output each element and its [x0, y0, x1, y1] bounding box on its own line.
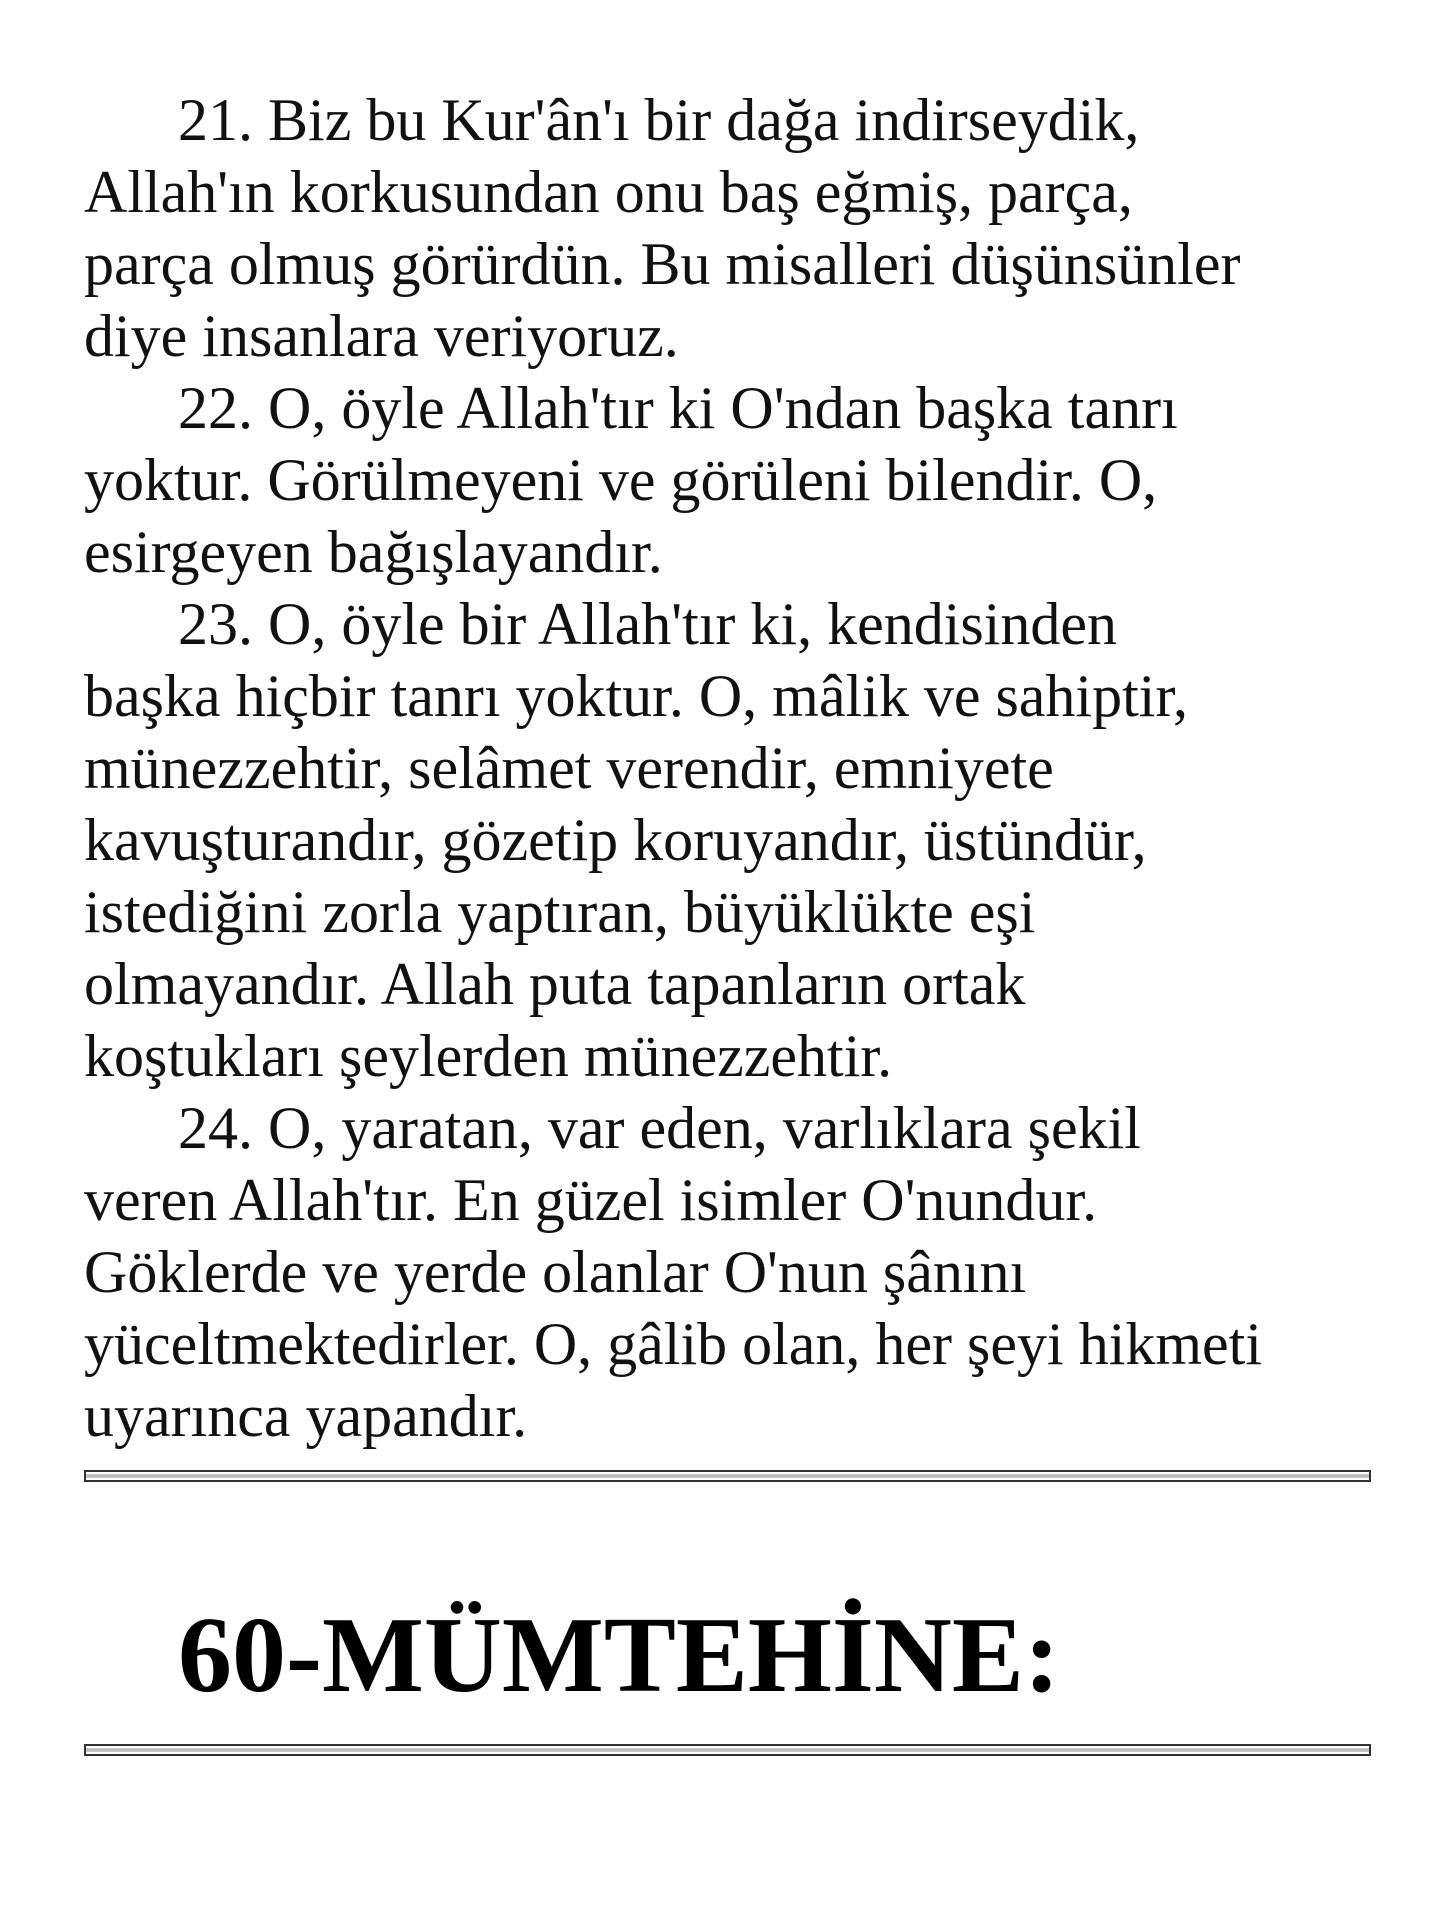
verse-21 — [84, 84, 1384, 372]
verse-line: 23. O, öyle bir Allah'tır ki, kendisinden — [178, 591, 1118, 657]
verse-line: koştukları şeylerden münezzehtir. — [84, 1023, 893, 1089]
verse-line: istediğini zorla yaptıran, büyüklükte eşi — [84, 879, 1036, 945]
verse-line: başka hiçbir tanrı yoktur. O, mâlik ve sahiptir, — [84, 663, 1189, 729]
verse-line: yoktur. Görülmeyeni ve görüleni bilendir. O, — [84, 447, 1158, 513]
verse-text-block — [84, 84, 1384, 1452]
verse-line: diye insanlara veriyoruz. — [84, 303, 679, 369]
verse-line: esirgeyen bağışlayandır. — [84, 519, 663, 585]
verse-line: kavuşturandır, gözetip koruyandır, üstündür, — [84, 807, 1147, 873]
verse-line: veren Allah'tır. En güzel isimler O'nundur. — [84, 1167, 1098, 1233]
section-title: 60-MÜMTEHİNE: — [178, 1596, 1060, 1715]
verse-line: olmayandır. Allah puta tapanların ortak — [84, 951, 1026, 1017]
verse-line: münezzehtir, selâmet verendir, emniyete — [84, 735, 1054, 801]
verse-line: 22. O, öyle Allah'tır ki O'ndan başka tanrı — [178, 375, 1178, 441]
section-divider-bottom — [84, 1744, 1371, 1756]
verse-line: Allah'ın korkusundan onu baş eğmiş, parça, — [84, 159, 1133, 225]
verse-24 — [84, 1092, 1384, 1452]
verse-23 — [84, 588, 1384, 1092]
verse-line: uyarınca yapandır. — [84, 1383, 528, 1449]
verse-22 — [84, 372, 1384, 588]
verse-line: yüceltmektedirler. O, gâlib olan, her şeyi hikmeti — [84, 1311, 1262, 1377]
verse-line: parça olmuş görürdün. Bu misalleri düşünsünler — [84, 231, 1241, 297]
verse-line: 24. O, yaratan, var eden, varlıklara şekil — [178, 1095, 1141, 1161]
verse-line: Göklerde ve yerde olanlar O'nun şânını — [84, 1239, 1027, 1305]
section-divider-top — [84, 1470, 1371, 1482]
verse-line: 21. Biz bu Kur'ân'ı bir dağa indirseydik, — [178, 87, 1140, 153]
